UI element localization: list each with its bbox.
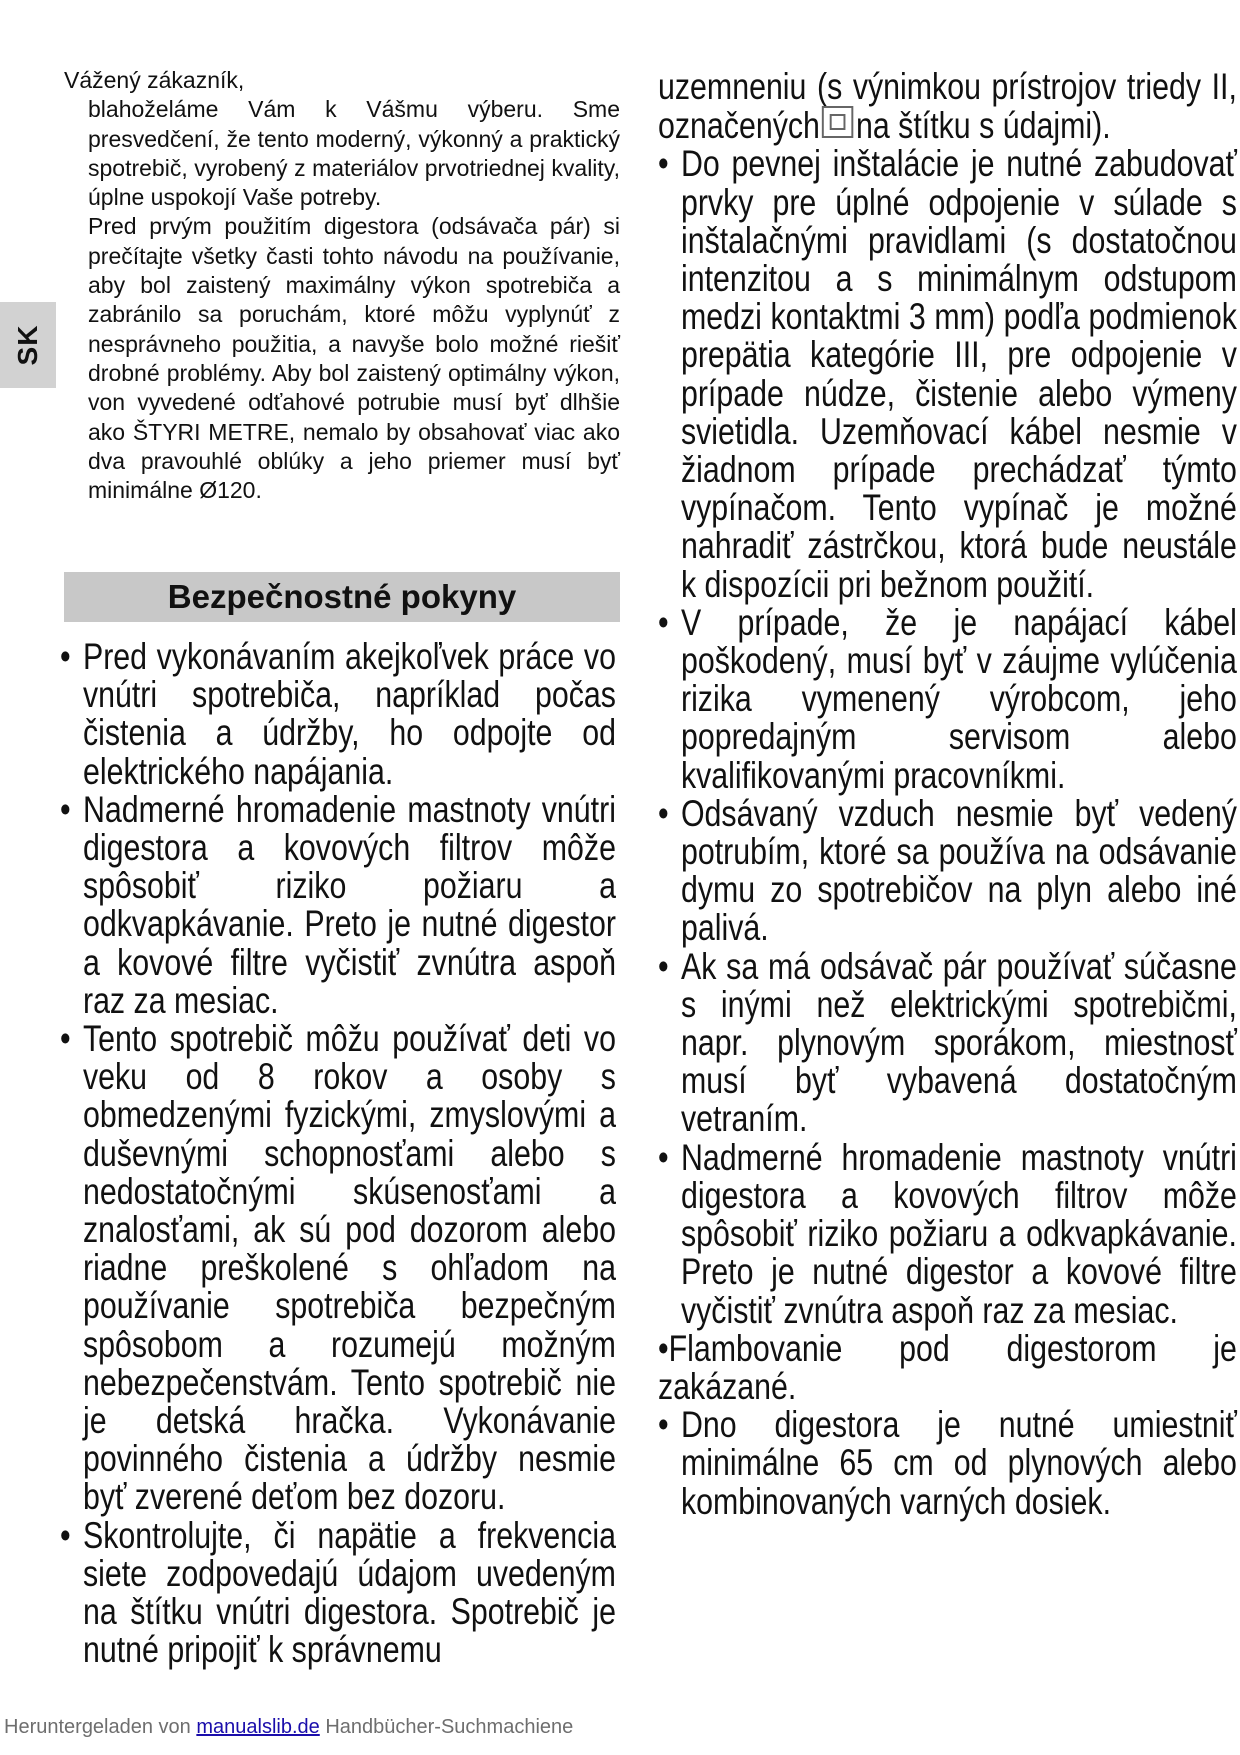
- download-footer: [4, 1716, 573, 1739]
- continued-text-start: uzemneniu (s výnimkou prístrojov triedy II, označených: [658, 66, 1237, 147]
- continued-text-end: na štítku s údajmi).: [856, 105, 1111, 147]
- right-column: [658, 68, 1237, 1521]
- footer-prefix: Heruntergeladen von: [4, 1716, 191, 1738]
- manualslib-link[interactable]: manualslib.de: [196, 1716, 320, 1738]
- safety-bullet: • Ak sa má odsávač pár používať súčasne s inými než elektrickými spotrebičmi, napr. plynovým sporákom, miestnosť musí byť vybavená dostatočným vetraním.: [658, 948, 1237, 1139]
- safety-bullet: • Odsávaný vzduch nesmie byť vedený potrubím, ktoré sa používa na odsávanie dymu zo spotrebičov na plyn alebo iné palivá.: [658, 795, 1237, 948]
- safety-bullet: • Nadmerné hromadenie mastnoty vnútri digestora a kovových filtrov môže spôsobiť riziko požiaru a odkvapkávanie. Preto je nutné digestor a kovové filtre vyčistiť zvnútra aspoň raz za mesiac.: [658, 1139, 1237, 1330]
- safety-bullet: • Pred vykonávaním akejkoľvek práce vo vnútri spotrebiča, napríklad počas čistenia a údržby, ho odpojte od elektrického napájania.: [60, 638, 616, 791]
- greeting: Vážený zákazník,: [64, 67, 245, 93]
- language-tab: [0, 302, 56, 388]
- safety-bullet: • Flambovanie pod digestorom je zakázané.: [658, 1330, 1237, 1406]
- intro-paragraph: Pred prvým použitím digestora (odsávača pár) si prečítajte všetky časti tohto návodu na používanie, aby bol zaistený maximálny výkon spotrebiča a zabránilo sa poruchám, ktoré môžu vyplynúť z nesprávneho použitia, a navyše bolo možné riešiť drobné problémy. Aby bol zaistený optimálny výkon, von vyvedené odťahové potrubie musí byť dlhšie ako ŠTYRI METRE, nemalo by obsahovať viac ako dva pravouhlé oblúky a jeho priemer musí byť minimálne Ø120.: [88, 213, 620, 504]
- intro-paragraph: blahoželáme Vám k Vášmu výberu. Sme presvedčení, že tento moderný, výkonný a praktický spotrebič, vyrobený z materiálov prvotriednej kvality, úplne uspokojí Vaše potreby.: [88, 96, 620, 211]
- safety-bullet: • Do pevnej inštalácie je nutné zabudovať prvky pre úplné odpojenie v súlade s inštalačnými pravidlami (s dostatočnou intenzitou a s minimálnym odstupom medzi kontaktmi 3 mm) podľa podmienok prepätia kategórie III, pre odpojenie v prípade núdze, čistenie alebo výmeny svietidla. Uzemňovací kábel nesmie v žiadnom prípade prechádzať týmto vypínačom. Tento vypínač je možné nahradiť zástrčkou, ktorá bude neustále k dispozícii pri bežnom použití.: [658, 145, 1237, 603]
- safety-bullet: • Nadmerné hromadenie mastnoty vnútri digestora a kovových filtrov môže spôsobiť riziko požiaru a odkvapkávanie. Preto je nutné digestor a kovové filtre vyčistiť zvnútra aspoň raz za mesiac.: [60, 791, 616, 1020]
- safety-bullet: • Dno digestora je nutné umiestniť minimálne 65 cm od plynových alebo kombinovaných varných dosiek.: [658, 1406, 1237, 1521]
- language-tab-label: SK: [12, 324, 43, 366]
- continued-bullet: [658, 68, 1237, 145]
- footer-suffix: Handbücher-Suchmachiene: [325, 1716, 574, 1738]
- intro-section: [64, 66, 620, 505]
- safety-bullet: • Skontrolujte, či napätie a frekvencia siete zodpovedajú údajom uvedeným na štítku vnútri digestora. Spotrebič je nutné pripojiť k správnemu: [60, 1517, 616, 1670]
- section-title: Bezpečnostné pokyny: [64, 572, 620, 622]
- safety-bullet: • Tento spotrebič môžu používať deti vo veku od 8 rokov a osoby s obmedzenými fyzickými, zmyslovými a duševnými schopnosťami alebo s nedostatočnými skúsenosťami a znalosťami, ak sú pod dozorom alebo riadne preškolené s ohľadom na používanie spotrebiča bezpečným spôsobom a rozumejú možným nebezpečenstvám. Tento spotrebič nie je detská hračka. Vykonávanie povinného čistenia a údržby nesmie byť zverené deťom bez dozoru.: [60, 1020, 616, 1517]
- safety-bullet: • V prípade, že je napájací kábel poškodený, musí byť v záujme vylúčenia rizika vymenený výrobcom, jeho popredajným servisom alebo kvalifikovanými pracovníkmi.: [658, 604, 1237, 795]
- left-column: [60, 638, 616, 1669]
- class-ii-double-square-icon: [822, 106, 853, 138]
